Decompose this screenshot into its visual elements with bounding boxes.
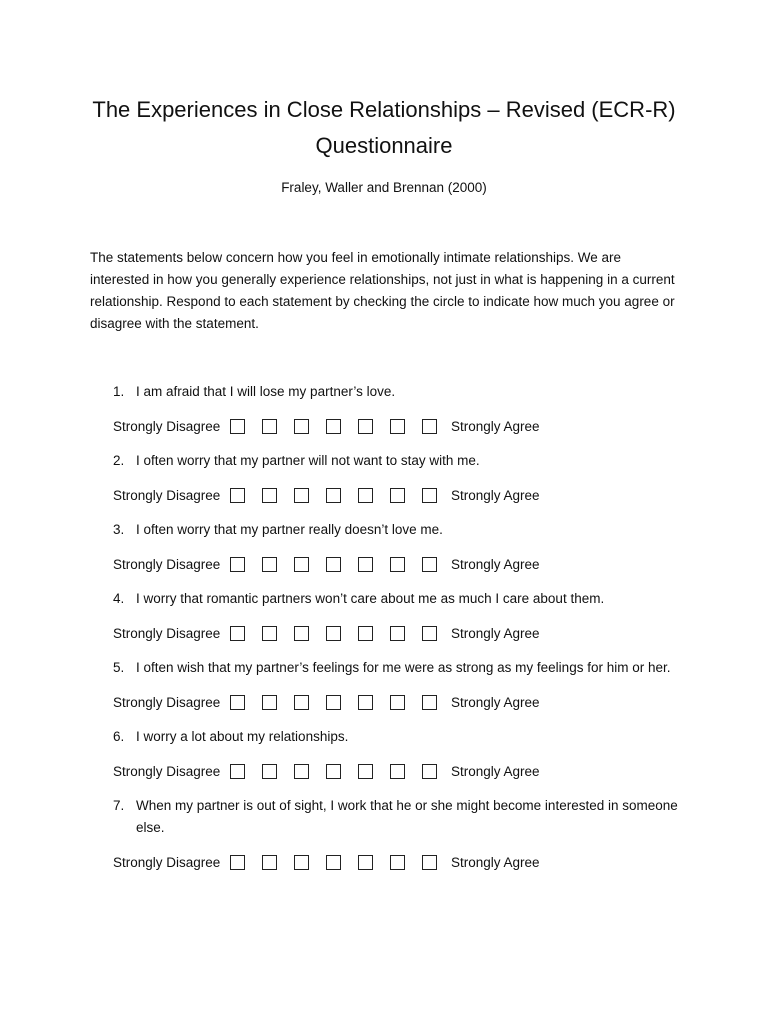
rating-checkbox[interactable]: [326, 488, 341, 503]
scale-right-label: Strongly Agree: [451, 625, 540, 641]
question-text: I worry that romantic partners won’t care about me as much I care about them.: [136, 591, 605, 606]
rating-checkbox[interactable]: [230, 419, 245, 434]
question-item: [113, 519, 683, 575]
scale-right-label: Strongly Agree: [451, 854, 540, 870]
rating-checkbox[interactable]: [326, 626, 341, 641]
question-text: I worry a lot about my relationships.: [136, 729, 349, 744]
question-item: [113, 795, 683, 873]
rating-checkbox[interactable]: [390, 488, 405, 503]
question-statement: [113, 450, 683, 472]
question-statement: [113, 726, 683, 748]
scale-right-label: Strongly Agree: [451, 556, 540, 572]
rating-checkbox[interactable]: [358, 695, 373, 710]
rating-scale: [113, 760, 683, 782]
rating-scale: [113, 851, 683, 873]
scale-left-label: Strongly Disagree: [113, 854, 221, 870]
rating-checkbox[interactable]: [262, 764, 277, 779]
rating-checkbox[interactable]: [358, 419, 373, 434]
question-text: I often worry that my partner will not want to stay with me.: [136, 453, 480, 468]
question-number: 6.: [113, 729, 125, 744]
rating-checkbox[interactable]: [262, 488, 277, 503]
rating-checkbox[interactable]: [422, 764, 437, 779]
rating-checkbox[interactable]: [230, 695, 245, 710]
rating-scale: [113, 415, 683, 437]
rating-checkbox[interactable]: [230, 626, 245, 641]
rating-checkbox[interactable]: [294, 557, 309, 572]
scale-options: [230, 855, 454, 870]
scale-left-label: Strongly Disagree: [113, 487, 221, 503]
question-text: I often wish that my partner’s feelings for me were as strong as my feelings for him or her.: [136, 660, 671, 675]
rating-checkbox[interactable]: [326, 695, 341, 710]
rating-checkbox[interactable]: [294, 626, 309, 641]
question-item: [113, 657, 683, 713]
question-number: 4.: [113, 591, 125, 606]
rating-checkbox[interactable]: [294, 488, 309, 503]
title-line-2: Questionnaire: [315, 133, 453, 158]
question-statement: [113, 795, 683, 839]
rating-checkbox[interactable]: [422, 626, 437, 641]
rating-checkbox[interactable]: [262, 626, 277, 641]
rating-checkbox[interactable]: [422, 855, 437, 870]
document-title: [60, 92, 708, 164]
rating-checkbox[interactable]: [358, 855, 373, 870]
scale-left-label: Strongly Disagree: [113, 418, 221, 434]
scale-right-label: Strongly Agree: [451, 694, 540, 710]
rating-checkbox[interactable]: [358, 557, 373, 572]
rating-checkbox[interactable]: [294, 764, 309, 779]
rating-checkbox[interactable]: [390, 764, 405, 779]
rating-checkbox[interactable]: [294, 855, 309, 870]
question-text: I am afraid that I will lose my partner’s love.: [136, 384, 396, 399]
question-item: [113, 726, 683, 782]
rating-checkbox[interactable]: [326, 557, 341, 572]
rating-checkbox[interactable]: [262, 557, 277, 572]
scale-options: [230, 626, 454, 641]
scale-options: [230, 488, 454, 503]
scale-left-label: Strongly Disagree: [113, 625, 221, 641]
rating-checkbox[interactable]: [422, 695, 437, 710]
question-number: 1.: [113, 384, 125, 399]
rating-scale: [113, 484, 683, 506]
rating-checkbox[interactable]: [294, 419, 309, 434]
question-number: 3.: [113, 522, 125, 537]
question-number: 5.: [113, 660, 125, 675]
question-item: [113, 450, 683, 506]
rating-checkbox[interactable]: [422, 488, 437, 503]
rating-checkbox[interactable]: [326, 419, 341, 434]
rating-checkbox[interactable]: [230, 557, 245, 572]
scale-left-label: Strongly Disagree: [113, 694, 221, 710]
question-statement: [113, 657, 683, 679]
rating-scale: [113, 553, 683, 575]
question-statement: [113, 381, 683, 403]
rating-checkbox[interactable]: [230, 764, 245, 779]
rating-scale: [113, 622, 683, 644]
rating-checkbox[interactable]: [358, 488, 373, 503]
rating-checkbox[interactable]: [230, 488, 245, 503]
rating-checkbox[interactable]: [358, 764, 373, 779]
scale-options: [230, 419, 454, 434]
rating-checkbox[interactable]: [262, 855, 277, 870]
rating-scale: [113, 691, 683, 713]
question-number: 7.: [113, 798, 125, 813]
rating-checkbox[interactable]: [422, 557, 437, 572]
rating-checkbox[interactable]: [358, 626, 373, 641]
rating-checkbox[interactable]: [390, 626, 405, 641]
rating-checkbox[interactable]: [390, 419, 405, 434]
rating-checkbox[interactable]: [230, 855, 245, 870]
question-statement: [113, 519, 683, 541]
scale-right-label: Strongly Agree: [451, 418, 540, 434]
scale-left-label: Strongly Disagree: [113, 556, 221, 572]
scale-right-label: Strongly Agree: [451, 487, 540, 503]
scale-left-label: Strongly Disagree: [113, 763, 221, 779]
title-line-1: The Experiences in Close Relationships – Revised (ECR-R): [92, 97, 676, 122]
question-text: When my partner is out of sight, I work that he or she might become interested in someone else.: [136, 798, 678, 835]
rating-checkbox[interactable]: [262, 419, 277, 434]
question-text: I often worry that my partner really doesn’t love me.: [136, 522, 443, 537]
question-item: [113, 588, 683, 644]
authors-citation: Fraley, Waller and Brennan (2000): [281, 180, 487, 195]
rating-checkbox[interactable]: [262, 695, 277, 710]
rating-checkbox[interactable]: [390, 695, 405, 710]
instructions-paragraph: The statements below concern how you feel in emotionally intimate relationships. We are interested in how you generally experience relationships, not just in what is happening in a current relationship. Respond to each statement by checking the circle to indicate how much you agree or disagree with the statement.: [90, 250, 675, 331]
rating-checkbox[interactable]: [326, 764, 341, 779]
question-item: [113, 381, 683, 437]
rating-checkbox[interactable]: [294, 695, 309, 710]
rating-checkbox[interactable]: [422, 419, 437, 434]
rating-checkbox[interactable]: [390, 855, 405, 870]
scale-options: [230, 695, 454, 710]
rating-checkbox[interactable]: [326, 855, 341, 870]
question-list: [113, 381, 683, 886]
question-number: 2.: [113, 453, 125, 468]
question-statement: [113, 588, 683, 610]
scale-right-label: Strongly Agree: [451, 763, 540, 779]
rating-checkbox[interactable]: [390, 557, 405, 572]
scale-options: [230, 557, 454, 572]
scale-options: [230, 764, 454, 779]
